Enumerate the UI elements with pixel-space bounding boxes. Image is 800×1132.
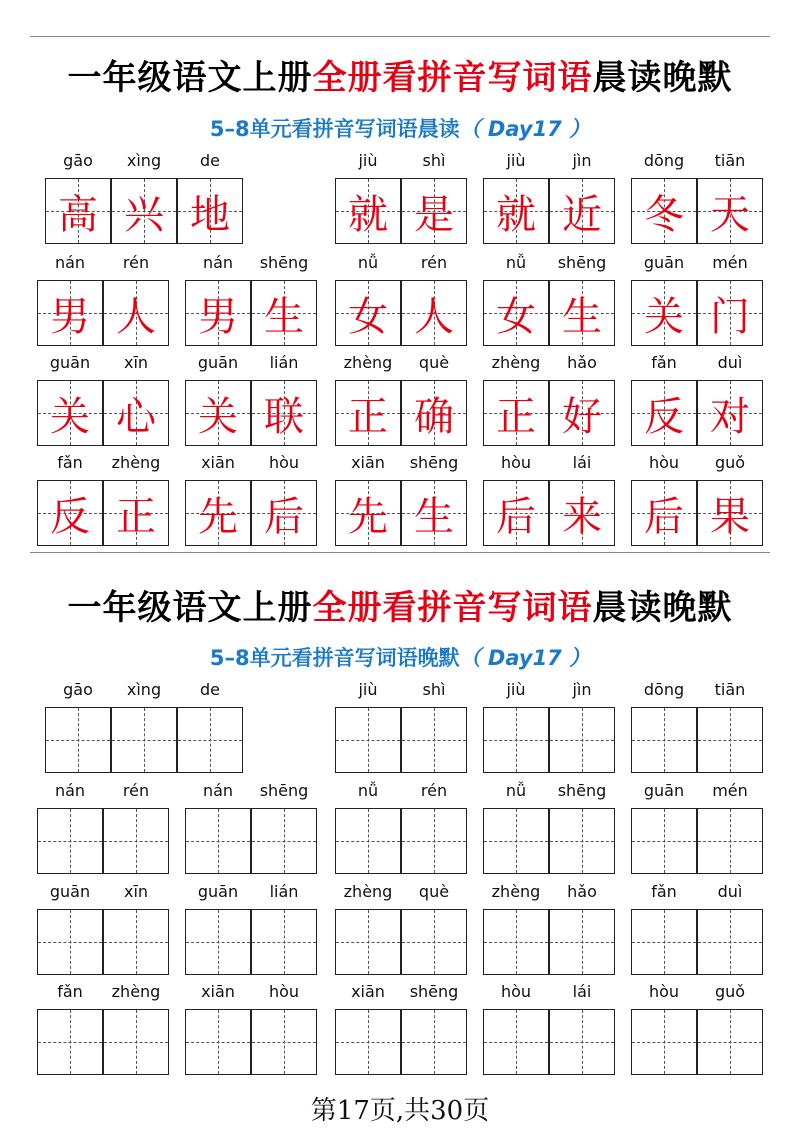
writing-box[interactable] [37, 808, 103, 874]
writing-box[interactable] [401, 707, 467, 773]
writing-box[interactable] [697, 909, 763, 975]
pinyin-label: shēng [409, 982, 459, 1001]
character-box [185, 380, 251, 446]
pinyin-label: shì [422, 151, 446, 170]
character-box [111, 178, 177, 244]
writing-box[interactable] [37, 1009, 103, 1075]
pinyin-label: rén [122, 781, 150, 800]
character-box [549, 380, 615, 446]
character-box [483, 380, 549, 446]
character-box [631, 280, 697, 346]
pinyin-label: hòu [500, 453, 532, 472]
pinyin-label: shēng [557, 253, 607, 272]
hanzi-character: 天 [710, 191, 750, 238]
hanzi-character: 男 [198, 293, 238, 340]
writing-box[interactable] [251, 808, 317, 874]
writing-box[interactable] [185, 1009, 251, 1075]
pinyin-label: zhèng [111, 982, 161, 1001]
character-box [697, 178, 763, 244]
character-box [697, 280, 763, 346]
hanzi-character: 门 [710, 293, 750, 340]
pinyin-label: gāo [63, 151, 93, 170]
page-title-evening [0, 580, 800, 629]
writing-box[interactable] [549, 707, 615, 773]
hanzi-character: 生 [562, 293, 602, 340]
pinyin-label: shēng [409, 453, 459, 472]
character-box [401, 280, 467, 346]
writing-box[interactable] [103, 1009, 169, 1075]
hanzi-character: 正 [348, 393, 388, 440]
character-box [631, 480, 697, 546]
hanzi-character: 反 [644, 393, 684, 440]
hanzi-character: 关 [198, 393, 238, 440]
character-box [177, 178, 243, 244]
hanzi-character: 关 [50, 393, 90, 440]
pinyin-label: zhèng [491, 882, 541, 901]
hanzi-character: 后 [496, 493, 536, 540]
pinyin-label: hǎo [567, 882, 597, 901]
hanzi-character: 就 [496, 191, 536, 238]
pinyin-label: guān [197, 353, 239, 372]
hanzi-character: 兴 [124, 191, 164, 238]
hanzi-character: 对 [710, 393, 750, 440]
writing-box[interactable] [631, 1009, 697, 1075]
character-box [37, 380, 103, 446]
subtitle-evening-day: （ Day17 ） [459, 646, 591, 670]
writing-box[interactable] [549, 909, 615, 975]
pinyin-label: guān [197, 882, 239, 901]
writing-box[interactable] [483, 707, 549, 773]
hanzi-character: 反 [50, 493, 90, 540]
pinyin-label: fǎn [57, 453, 83, 472]
character-box [401, 380, 467, 446]
hanzi-character: 心 [116, 393, 156, 440]
pinyin-label: nǚ [505, 253, 527, 272]
pinyin-label: nán [54, 781, 86, 800]
writing-box[interactable] [631, 808, 697, 874]
pinyin-label: hòu [648, 453, 680, 472]
character-box [335, 280, 401, 346]
pinyin-label: guān [49, 353, 91, 372]
pinyin-label: dōng [643, 151, 685, 170]
pinyin-label: duì [717, 353, 743, 372]
hanzi-character: 生 [414, 493, 454, 540]
hanzi-character: 正 [496, 393, 536, 440]
character-box [37, 480, 103, 546]
pinyin-label: xiān [201, 982, 235, 1001]
writing-box[interactable] [335, 808, 401, 874]
writing-box[interactable] [185, 808, 251, 874]
character-box [335, 480, 401, 546]
character-box [483, 178, 549, 244]
writing-box[interactable] [483, 808, 549, 874]
section-divider [30, 552, 770, 553]
pinyin-label: zhèng [111, 453, 161, 472]
pinyin-label: guǒ [714, 453, 746, 472]
character-box [185, 280, 251, 346]
subtitle-evening-text: 5–8单元看拼音写词语晚默 [209, 646, 460, 670]
writing-box[interactable] [177, 707, 243, 773]
writing-box[interactable] [483, 909, 549, 975]
subtitle-morning-text: 5–8单元看拼音写词语晨读 [209, 117, 460, 141]
writing-box[interactable] [697, 808, 763, 874]
subtitle-morning-day: （ Day17 ） [459, 117, 591, 141]
hanzi-character: 是 [414, 191, 454, 238]
pinyin-label: hòu [648, 982, 680, 1001]
pinyin-label: tiān [714, 151, 746, 170]
character-box [549, 178, 615, 244]
character-box [251, 280, 317, 346]
character-box [631, 380, 697, 446]
character-box [103, 280, 169, 346]
pinyin-label: lái [572, 453, 592, 472]
hanzi-character: 男 [50, 293, 90, 340]
title-part2: 全册看拼音写词语 [312, 58, 593, 98]
pinyin-label: què [418, 353, 450, 372]
hanzi-character: 确 [414, 393, 454, 440]
page-number: 第17页,共30页 [310, 1096, 490, 1126]
pinyin-label: de [200, 680, 220, 699]
character-box [335, 380, 401, 446]
hanzi-character: 关 [644, 293, 684, 340]
writing-box[interactable] [185, 909, 251, 975]
writing-box[interactable] [631, 909, 697, 975]
writing-box[interactable] [335, 909, 401, 975]
pinyin-label: shēng [557, 781, 607, 800]
character-box [251, 480, 317, 546]
writing-box[interactable] [335, 1009, 401, 1075]
pinyin-label: fǎn [651, 882, 677, 901]
character-box [37, 280, 103, 346]
hanzi-character: 生 [264, 293, 304, 340]
pinyin-label: jiù [358, 151, 378, 170]
pinyin-label: zhèng [343, 882, 393, 901]
subtitle-evening [0, 642, 800, 672]
hanzi-character: 人 [116, 293, 156, 340]
pinyin-label: xiān [351, 982, 385, 1001]
character-box [103, 380, 169, 446]
pinyin-label: tiān [714, 680, 746, 699]
writing-box[interactable] [37, 909, 103, 975]
hanzi-character: 近 [562, 191, 602, 238]
character-box [251, 380, 317, 446]
hanzi-character: 先 [198, 493, 238, 540]
pinyin-label: jìn [572, 151, 592, 170]
pinyin-label: xīn [123, 882, 149, 901]
pinyin-label: shì [422, 680, 446, 699]
pinyin-label: fǎn [651, 353, 677, 372]
pinyin-label: nán [54, 253, 86, 272]
character-box [483, 280, 549, 346]
writing-box[interactable] [697, 707, 763, 773]
character-box [45, 178, 111, 244]
hanzi-character: 女 [496, 293, 536, 340]
hanzi-character: 后 [644, 493, 684, 540]
hanzi-character: 高 [58, 191, 98, 238]
pinyin-label: rén [420, 781, 448, 800]
pinyin-label: jiù [506, 680, 526, 699]
hanzi-character: 女 [348, 293, 388, 340]
character-box [697, 480, 763, 546]
pinyin-label: hǎo [567, 353, 597, 372]
pinyin-label: guān [643, 781, 685, 800]
writing-box[interactable] [111, 707, 177, 773]
pinyin-label: nán [202, 253, 234, 272]
writing-box[interactable] [549, 808, 615, 874]
title-part1: 一年级语文上册 [67, 588, 313, 628]
pinyin-label: jiù [506, 151, 526, 170]
character-box [401, 480, 467, 546]
writing-box[interactable] [549, 1009, 615, 1075]
pinyin-label: mén [712, 781, 748, 800]
pinyin-label: nǚ [505, 781, 527, 800]
writing-box[interactable] [401, 808, 467, 874]
pinyin-label: xìng [126, 151, 162, 170]
title-part3: 晨读晚默 [592, 58, 733, 98]
pinyin-label: nán [202, 781, 234, 800]
writing-box[interactable] [631, 707, 697, 773]
pinyin-label: zhèng [343, 353, 393, 372]
pinyin-label: rén [122, 253, 150, 272]
character-box [401, 178, 467, 244]
pinyin-label: de [200, 151, 220, 170]
hanzi-character: 好 [562, 393, 602, 440]
hanzi-character: 人 [414, 293, 454, 340]
title-part2: 全册看拼音写词语 [312, 588, 593, 628]
pinyin-label: xiān [201, 453, 235, 472]
subtitle-morning [0, 113, 800, 143]
pinyin-label: xìng [126, 680, 162, 699]
hanzi-character: 地 [190, 191, 230, 238]
pinyin-label: guān [49, 882, 91, 901]
pinyin-label: dōng [643, 680, 685, 699]
pinyin-label: xīn [123, 353, 149, 372]
writing-box[interactable] [697, 1009, 763, 1075]
pinyin-label: què [418, 882, 450, 901]
pinyin-label: rén [420, 253, 448, 272]
page-title-morning [0, 50, 800, 99]
pinyin-label: hòu [268, 982, 300, 1001]
hanzi-character: 就 [348, 191, 388, 238]
writing-box[interactable] [401, 909, 467, 975]
character-box [185, 480, 251, 546]
pinyin-label: mén [712, 253, 748, 272]
pinyin-label: shēng [259, 781, 309, 800]
hanzi-character: 后 [264, 493, 304, 540]
pinyin-label: xiān [351, 453, 385, 472]
pinyin-label: shēng [259, 253, 309, 272]
pinyin-label: nǚ [357, 253, 379, 272]
hanzi-character: 先 [348, 493, 388, 540]
writing-box[interactable] [251, 909, 317, 975]
character-box [697, 380, 763, 446]
pinyin-label: hòu [500, 982, 532, 1001]
character-box [103, 480, 169, 546]
pinyin-label: guǒ [714, 982, 746, 1001]
pinyin-label: nǚ [357, 781, 379, 800]
pinyin-label: lián [269, 882, 299, 901]
pinyin-label: gāo [63, 680, 93, 699]
writing-box[interactable] [103, 808, 169, 874]
pinyin-label: jìn [572, 680, 592, 699]
pinyin-label: lái [572, 982, 592, 1001]
hanzi-character: 果 [710, 493, 750, 540]
top-rule [30, 36, 770, 37]
pinyin-label: fǎn [57, 982, 83, 1001]
pinyin-label: lián [269, 353, 299, 372]
writing-box[interactable] [251, 1009, 317, 1075]
pinyin-label: duì [717, 882, 743, 901]
character-box [483, 480, 549, 546]
pinyin-label: hòu [268, 453, 300, 472]
pinyin-label: guān [643, 253, 685, 272]
writing-box[interactable] [483, 1009, 549, 1075]
character-box [549, 280, 615, 346]
hanzi-character: 正 [116, 493, 156, 540]
character-box [549, 480, 615, 546]
hanzi-character: 来 [562, 493, 602, 540]
writing-box[interactable] [401, 1009, 467, 1075]
pinyin-label: zhèng [491, 353, 541, 372]
pinyin-label: jiù [358, 680, 378, 699]
writing-box[interactable] [103, 909, 169, 975]
title-part3: 晨读晚默 [592, 588, 733, 628]
writing-box[interactable] [45, 707, 111, 773]
character-box [631, 178, 697, 244]
character-box [335, 178, 401, 244]
writing-box[interactable] [335, 707, 401, 773]
hanzi-character: 联 [264, 393, 304, 440]
title-part1: 一年级语文上册 [67, 58, 313, 98]
hanzi-character: 冬 [644, 191, 684, 238]
